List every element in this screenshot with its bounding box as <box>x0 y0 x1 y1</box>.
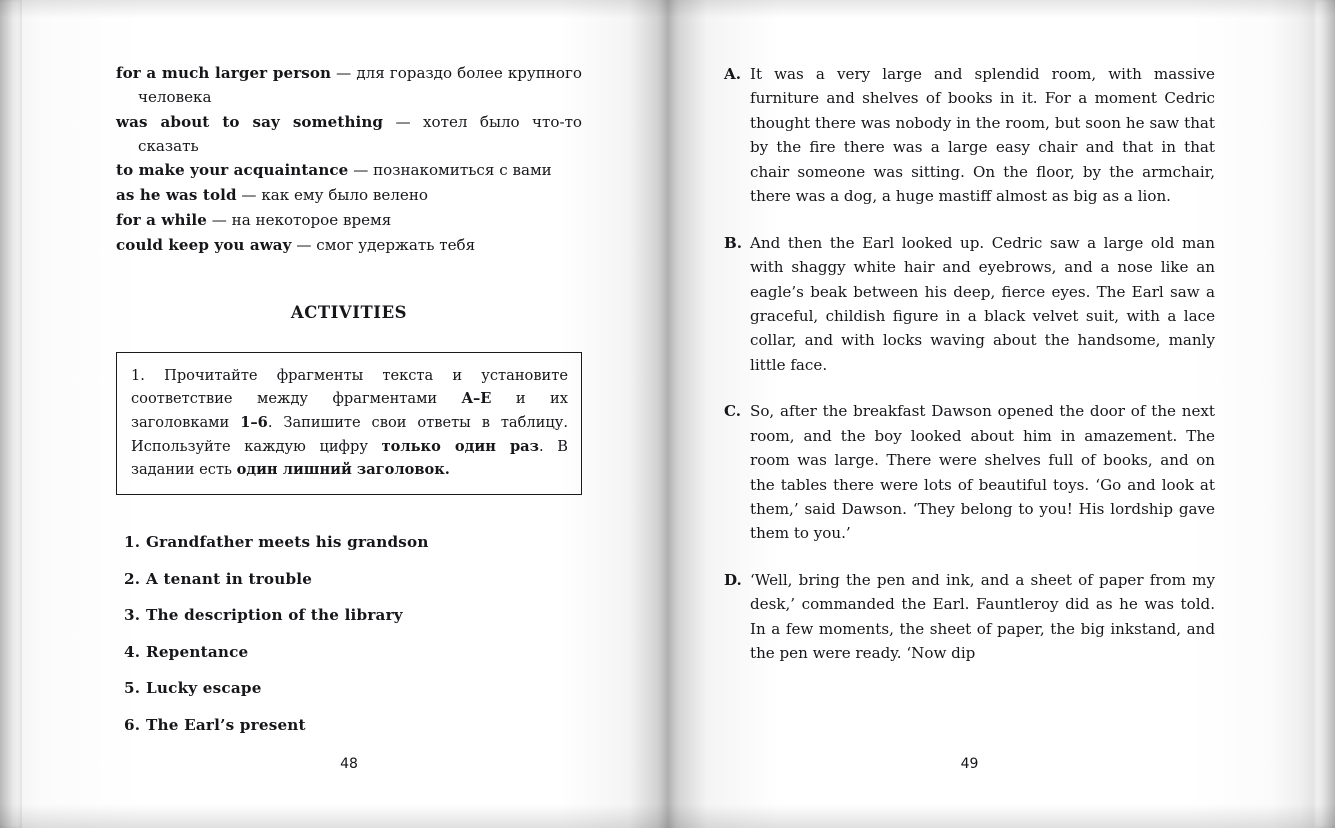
vocabulary-term: was about to say something <box>116 112 384 131</box>
passage-text: So, after the breakfast Dawson opened the door of the next room, and the boy looked about him in amazement. The room was large. There were shelves full of books, and on the tables there were lots of beautiful toys. ‘Go and look at them,’ said Dawson. ‘They belong to you! His lordship gave them to you.’ <box>750 402 1215 543</box>
heading-number: 4. <box>124 642 141 661</box>
heading-number: 6. <box>124 715 141 734</box>
vocabulary-dash: — <box>348 161 374 180</box>
vocabulary-translation: смог удержать тебя <box>316 235 476 254</box>
task-text-run: . Запишите свои ответы в таблицу. Используйте каждую цифру <box>131 414 569 455</box>
vocabulary-entry <box>116 209 582 233</box>
page-number-left-wrap <box>116 756 582 772</box>
vocabulary-term: could keep you away <box>116 235 292 254</box>
task-text-emphasis: 1–6 <box>240 414 268 432</box>
passage-text: And then the Earl looked up. Cedric saw a large old man with shaggy white hair and eyebrows, and a nose like an eagle’s beak between his deep, fierce eyes. The Earl saw a graceful, childish figure in a black velvet suit, with a lace collar, and with locks waving about the handsome, manly little face. <box>750 233 1215 374</box>
vocabulary-entry <box>116 111 582 159</box>
vocabulary-dash: — <box>331 64 357 82</box>
list-item <box>124 677 582 701</box>
passage-letter: D. <box>724 570 742 589</box>
heading-number: 1. <box>124 532 141 551</box>
list-item <box>124 531 582 555</box>
task-number: 1. <box>131 366 145 384</box>
heading-label: Repentance <box>146 642 249 661</box>
task-text-run: . В задании есть <box>131 437 568 479</box>
vocabulary-entry <box>116 62 582 110</box>
passage-block <box>724 62 1215 209</box>
reading-passages <box>724 62 1215 666</box>
list-item <box>124 604 582 628</box>
headings-list <box>116 531 582 737</box>
passage-block <box>724 231 1215 378</box>
section-title: ACTIVITIES <box>290 302 408 322</box>
list-item <box>124 714 582 738</box>
vocabulary-list <box>116 62 582 258</box>
list-item <box>124 641 582 665</box>
list-item <box>124 568 582 592</box>
passage-letter: A. <box>724 65 741 83</box>
vocabulary-entry <box>116 159 582 183</box>
vocabulary-translation: хотел было что-то сказать <box>138 112 583 155</box>
passage-text: ‘Well, bring the pen and ink, and a sheet of paper from my desk,’ commanded the Earl. Fauntleroy did as he was told. In a few moments, the sheet of paper, the big inkstand, and the pen were ready. ‘Now dip <box>750 570 1215 663</box>
passage-text: It was a very large and splendid room, with massive furniture and shelves of books in it. For a moment Cedric thought there was nobody in the room, but soon he saw that by the fire there was a large easy chair and that in that chair someone was sitting. On the floor, by the armchair, there was a dog, a huge mastiff almost as big as a lion. <box>750 65 1215 206</box>
right-page-edge <box>1313 0 1335 828</box>
vocabulary-dash: — <box>236 186 262 205</box>
vocabulary-entry <box>116 234 582 258</box>
heading-number: 3. <box>124 606 141 625</box>
page-right <box>708 0 1313 828</box>
task-text-emphasis: один лишний заголовок. <box>236 461 450 479</box>
heading-label: The Earl’s present <box>146 715 306 734</box>
passage-letter: C. <box>724 402 742 421</box>
vocabulary-term: for a while <box>116 211 207 230</box>
vocabulary-dash: — <box>206 211 232 230</box>
heading-label: A tenant in trouble <box>146 569 313 588</box>
vocabulary-translation: для гораздо более крупного человека <box>138 64 582 106</box>
book-gutter-shadow <box>628 0 708 828</box>
task-text-run: Прочитайте фрагменты текста и установите соответствие между фрагментами <box>131 366 568 408</box>
vocabulary-translation: познакомиться с вами <box>373 161 552 180</box>
vocabulary-translation: на некоторое время <box>231 211 392 230</box>
heading-label: Grandfather meets his grandson <box>146 532 429 551</box>
page-left <box>22 0 628 828</box>
heading-label: Lucky escape <box>146 679 262 698</box>
vocabulary-translation: как ему было велено <box>261 186 429 205</box>
vocabulary-dash: — <box>383 112 423 131</box>
task-text <box>131 367 568 479</box>
left-page-edge <box>0 0 22 828</box>
task-text-emphasis: A–E <box>461 390 492 408</box>
heading-number: 2. <box>124 569 141 588</box>
passage-block <box>724 568 1215 666</box>
heading-number: 5. <box>124 679 141 698</box>
page-number-left: 48 <box>340 756 358 772</box>
vocabulary-term: as he was told <box>116 186 237 205</box>
task-box <box>116 352 582 495</box>
passage-block <box>724 399 1215 546</box>
vocabulary-term: for a much larger person <box>116 64 332 82</box>
vocabulary-dash: — <box>291 235 317 254</box>
task-text-run: и их заголовками <box>131 390 569 432</box>
vocabulary-entry <box>116 184 582 208</box>
passage-letter: B. <box>724 233 743 252</box>
heading-label: The description of the library <box>146 606 403 625</box>
page-number-right: 49 <box>960 756 979 772</box>
vocabulary-term: to make your acquaintance <box>116 161 349 180</box>
page-number-right-wrap <box>724 756 1215 772</box>
task-text-emphasis: только один раз <box>381 437 539 455</box>
